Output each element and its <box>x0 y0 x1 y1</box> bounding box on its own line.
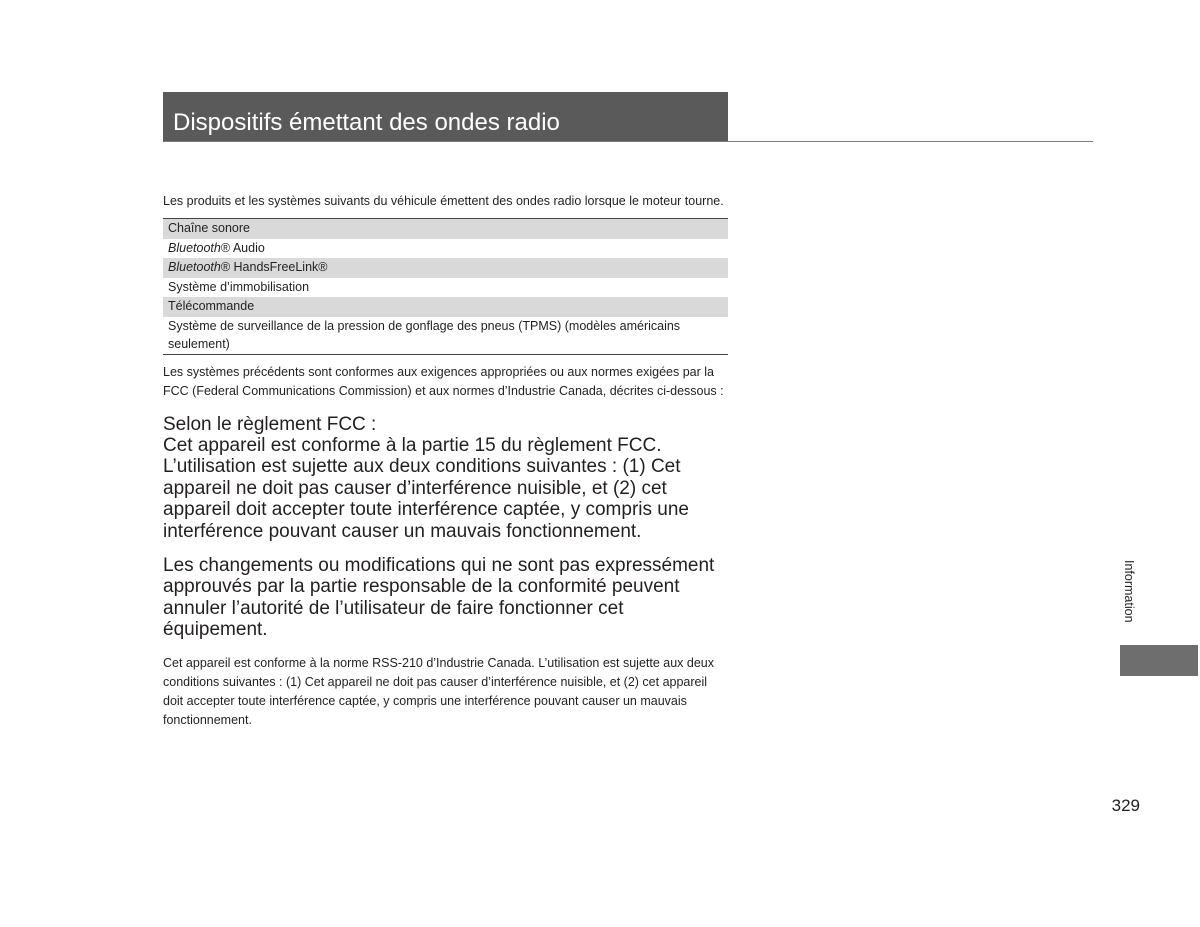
device-name: Chaîne sonore <box>168 221 251 235</box>
device-name: Télécommande <box>168 299 255 313</box>
device-brand: Bluetooth <box>168 260 221 274</box>
side-tab-marker <box>1120 645 1198 676</box>
device-row <box>163 258 728 278</box>
device-row <box>163 219 728 239</box>
device-row <box>163 297 728 317</box>
fcc-statement <box>163 414 729 542</box>
device-name: Système de surveillance de la pression de gonflage des pneus (TPMS) (modèles américains seulement) <box>168 318 681 351</box>
device-brand: Bluetooth <box>168 240 221 255</box>
main-content <box>163 192 729 730</box>
section-title-bar <box>163 92 728 141</box>
section-title: Dispositifs émettant des ondes radio <box>173 109 560 136</box>
fcc-conditions: L’utilisation est sujette aux deux conditions suivantes : (1) Cet appareil ne doit pas causer d’interférence nuisible, et (2) cet appareil doit accepter toute interférence captée, y compris une interférence pouvant causer un mauvais fonctionnement. <box>163 456 689 542</box>
device-row <box>163 278 728 298</box>
title-rule <box>163 141 1093 142</box>
device-row <box>163 317 728 354</box>
device-table <box>163 218 728 355</box>
device-row <box>163 239 728 259</box>
compliance-note: Les systèmes précédents sont conformes aux exigences appropriées ou aux normes exigées par la FCC (Federal Communications Commission) et aux normes d’Industrie Canada, décrites ci-dessous : <box>163 364 724 398</box>
fcc-part15: Cet appareil est conforme à la partie 15 du règlement FCC. <box>163 434 662 456</box>
intro-paragraph: Les produits et les systèmes suivants du véhicule émettent des ondes radio lorsque le moteur tourne. <box>163 194 724 208</box>
fcc-heading: Selon le règlement FCC : <box>163 413 377 435</box>
device-name: ® Audio <box>220 240 265 255</box>
side-tab-label: Information <box>1122 560 1136 623</box>
page-number: 329 <box>1111 796 1140 815</box>
ic-statement: Cet appareil est conforme à la norme RSS-210 d’Industrie Canada. L’utilisation est sujette aux deux conditions suivantes : (1) Cet appareil ne doit pas causer d’interférence nuisible, et (2) cet appareil doit accepter toute interférence captée, y compris une interférence pouvant causer un mauvais fonctionnement. <box>163 655 715 727</box>
device-name: Système d’immobilisation <box>168 279 310 294</box>
fcc-warning: Les changements ou modifications qui ne sont pas expressément approuvés par la partie responsable de la conformité peuvent annuler l’autorité de l’utilisateur de faire fonctionner cet équipement. <box>163 554 715 641</box>
device-name: ® HandsFreeLink® <box>220 260 328 274</box>
